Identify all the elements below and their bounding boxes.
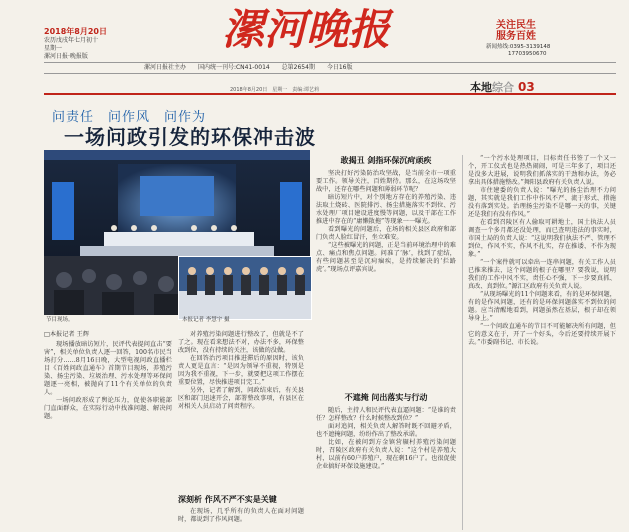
publisher: 漯河日报社主办 [144,64,187,71]
kicker: 问责任 问作风 问作为 [52,110,207,125]
paragraph: “一个问政直通车的节目不可能解决所有问题，但它的意义在于，开了一个好头，今后还要持续开展下去。”市委副书记、市长说。 [468,323,616,346]
masthead-date [44,28,107,61]
paragraph: 面对追问，相关负责人解答时既不回避矛盾，也不遮掩问题，纷纷作出了整改承诺。 [316,423,456,438]
info-bar [44,62,616,74]
paragraph: “一个污水处理项目，目标责任书签了一个又一个，开工仪式也是热热闹闹，可是三年多了，项目还是没多大进展，说明我们抓落实的干劲和办法，务必拿出具体措施整改。”舞阳县政府有关负责人说。 [468,155,616,186]
paragraph: “从现场曝光的11个问题来看，有的是环保问题，有的是作风问题，还有的是环保问题落实不到位的问题。应当清醒地看到，问题虽然在基层，根子却在领导身上。” [468,291,616,322]
subhead-3: 不遮掩 问出落实与行动 [344,393,428,402]
paragraph: “这些被曝光的问题，正是当前环境治理中的难点、痛点和焦点问题。问准了‘脉’，找到了症结，有些问题甚至是沉疴痼疾，是持续解决的‘拦路虎’。”现场点评嘉宾说。 [316,242,456,273]
paragraph: 坚决打好污染防治攻坚战，是当前全市一项重要工作。领导关注，百姓期待。那么，在这场攻坚战中，还存在哪些问题和薄弱环节呢？ [316,170,456,193]
paragraph: 随后，主持人和民评代表直逼问题：“是谁的责任？怎样整改？什么时候整改到位？” [316,407,456,422]
reporter-byline: □本报记者 王辉 [44,331,89,338]
page-number: 03 [518,80,535,94]
section-name-2: 综合 [492,81,514,94]
article-column-1 [44,331,172,421]
paragraph: 比如，在被问到方金镇营辗村养殖污染问题时，召陵区政府有关负责人说：“这个村是养殖大村，以前有60户养殖户，现在剩16户了。也很促使企业搞好环保设施建设。” [316,439,456,470]
headline: 一场问政引发的环保冲击波 [64,125,316,149]
photo2-caption: 本报记者 李慧宇 摄 [182,317,230,323]
weekday: 星期一 [44,45,63,52]
hotline-mobile: 17703950670 [508,50,547,57]
article-column-2b [178,508,304,524]
header-rule [44,93,616,95]
hotline [486,44,550,57]
article-column-2 [178,331,304,411]
slogan [496,20,536,42]
column-divider [462,155,463,530]
slogan-line-1: 关注民生 [496,20,536,31]
newspaper-logo [172,0,440,60]
subhead-2: 深刻析 作风不严不实是关键 [178,495,277,504]
section-name: 本地 [470,81,492,94]
inset-photo [178,256,312,320]
issue-number: 总第2654期 [281,64,315,71]
date: 2018年8月20日 [44,27,107,36]
article-column-3b [316,407,456,471]
paragraph: 市住建委的负责人说：“曝光的扬尘治理不力问题，其实就是我们工作中作风不严、流于形式、措施没有落到实处。治理扬尘污染不是哪一天的事，关键还是我们有没有作风。” [468,187,616,218]
paragraph: 对养殖污染问题进行整改了，但就是不了了之。现在看来想法不对，办法不多，环保整改到位，没有持续的关注，该做的没做。 [178,331,304,354]
paragraph: 暗访短片中，对个别地方存在的养殖污染、违法取土烧砖、医院排污、扬尘措施落实不到位、污水处理厂项目建设进度慢等问题，以及干部在工作推进中存在的“庸懒散拖”等现象一一曝光。 [316,194,456,225]
paragraph: 在回答治污项目推进滞后的原因时，该负责人更是直言：“是因为领导不重视，特别是因为我不重视，下一步，就要把这项工作摆在重要位置，尽快推进项目完工。” [178,355,304,386]
paragraph: 另外，记者了解到，问政结束后，有关县区和部门迅速开会，部署整改事项，有县区在对相关人员启动了问责程序。 [178,387,304,410]
article-column-4 [468,155,616,347]
paragraph: 一场问政形成了舆论压力，促使各职能部门直面群众，在实际行动中找准问题、解决问题。 [44,397,172,420]
paragraph: 在看到召陵区有人偷取可耕地土，国土执法人员调查一个多月都还没处理，而已查明违法的事实时，市国土局的负责人说：“这说明我们执法不严、管理不到位，作风不实，作风不扎实，存在推诿、不作为现象。” [468,219,616,258]
page-count: 今日16版 [326,64,353,71]
subhead-1: 敢揭丑 剑指环保沉疴顽疾 [340,156,432,165]
lunar-date: 农历戊戌年七月初十 [44,37,99,44]
dateline: 2018年8月20日 星期一 责编:谭艺莉 [230,87,319,93]
hotline-number: 新闻热线:0395-3139148 [486,44,551,50]
slogan-line-2: 服务百姓 [496,31,536,42]
edition: 漯河日报·晚报版 [44,53,88,60]
paragraph: 看到曝光的问题后，在场的相关县区政府和部门负责人脸红冒汗，坐立难安。 [316,226,456,241]
paragraph: 现场播放暗访短片，民评代表提问直击“要害”，相关单位负责人逐一回答，100名市民当场打分……8月16日晚，大型电视问政直播栏目《百姓问政直通车》首期节目现场，养殖污染、扬尘污染、垃圾治理、污水处理等环保问题逐一亮相，被抛向了11个有关单位的负责人。 [44,341,172,396]
issn: 国内统一刊号:CN41-0014 [197,64,270,71]
paragraph: 在现场，几乎所有的负责人在面对问题时，都说到了作风问题。 [178,508,304,523]
paragraph: “一个案件就可以牵出一连串问题，有关工作人员已推来推去，这个问题的根子在哪里？要我说，说明我们的工作中风不实，责任心不强，下一步要真抓、真改、真到位。”源汇区政府有关负责人说。 [468,259,616,290]
photo-caption: 节目现场。 [46,317,74,323]
article-column-3 [316,170,456,274]
inset-photo-graphic [179,257,311,319]
logo-text: 漯河晚报 [221,5,391,54]
